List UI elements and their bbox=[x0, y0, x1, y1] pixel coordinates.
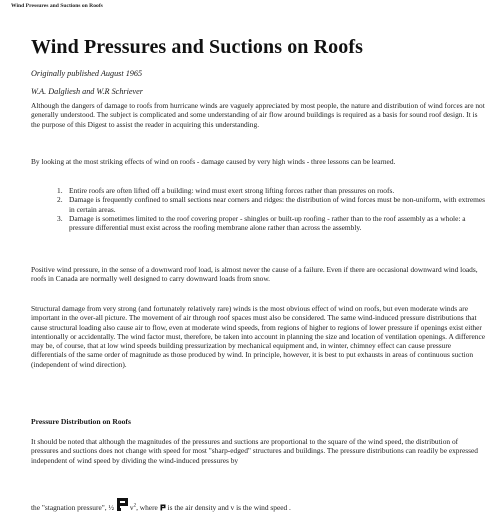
lesson-number: 3. bbox=[57, 213, 63, 223]
lesson-text: Damage is sometimes limited to the roof covering proper - shingles or built-up roofing - rather than to the roof assembly as a whole: a pressure differential must exist across the roofing membrane alone rather than across the assembly. bbox=[69, 213, 466, 233]
positive-pressure-paragraph: Positive wind pressure, in the sense of a downward roof load, is almost never the cause of a failure. Even if there are occasional downward wind loads, roofs in Canada are normally well designed to carry downward loads from snow. bbox=[31, 265, 478, 284]
lesson-text: Damage is frequently confined to small sections near corners and ridges: the distribution of wind forces must be non-uniform, with extremes in certain areas. bbox=[69, 195, 486, 214]
lessons-list bbox=[31, 186, 486, 232]
formula-tail: is the air density and v is the wind speed . bbox=[167, 503, 291, 512]
formula-mid: , where bbox=[136, 503, 158, 512]
publication-date: Originally published August 1965 bbox=[31, 69, 143, 78]
rho-symbol-icon bbox=[116, 497, 130, 512]
section-heading: Pressure Distribution on Roofs bbox=[31, 417, 131, 426]
lesson-item bbox=[31, 186, 486, 195]
rho-inline-icon bbox=[160, 504, 166, 511]
lesson-number: 2. bbox=[57, 195, 63, 205]
lesson-item bbox=[31, 195, 486, 214]
lesson-item bbox=[31, 214, 486, 233]
pressure-distribution-paragraph: It should be noted that although the magnitudes of the pressures and suctions are proportional to the square of the wind speed, the distribution of pressures and suctions does not change with speed for most "sharp-edged" structures and buildings. The pressure distributions can readily be expressed independent of wind speed by dividing the wind-induced pressures by bbox=[31, 437, 478, 465]
intro-paragraph: Although the dangers of damage to roofs from hurricane winds are vaguely appreciated by most people, the nature and distribution of wind forces are not generally understood. The subject is complicated and some understanding of air flow around buildings is required as a basis for sound roof design. It is the purpose of this Digest to assist the reader in acquiring this understanding. bbox=[31, 101, 485, 129]
page-title: Wind Pressures and Suctions on Roofs bbox=[31, 36, 364, 58]
lesson-text: Entire roofs are often lifted off a building: wind must exert strong lifting forces rather than pressures on roofs. bbox=[69, 186, 395, 195]
structural-damage-paragraph: Structural damage from very strong (and fortunately relatively rare) winds is the most obvious effect of wind on roofs, but even moderate winds are important in the over-all picture. The movement of air through roof spaces must also be considered. The same wind-induced pressure distributions that cause structural loading also cause air to flow, even at moderate wind speeds, from regions of higher to regions of lower pressure if openings exist either intentionally or accidentally. The wind factor must, therefore, be taken into account in planning the size and location of ventilation openings. A difference may be, of course, that at low wind speeds building pressurization by mechanical equipment and, in winter, chimney effect can cause pressure differentials of the same order of magnitude as those produced by wind. In principle, however, it is best to put exhausts in areas of continuous suction (independent of wind direction). bbox=[31, 304, 486, 369]
formula-lead: the "stagnation pressure", ½ bbox=[31, 503, 115, 512]
lessons-intro-paragraph: By looking at the most striking effects of wind on roofs - damage caused by very high winds - three lessons can be learned. bbox=[31, 157, 396, 166]
formula-exponent: 2 bbox=[133, 503, 137, 509]
lesson-number: 1. bbox=[57, 186, 63, 195]
running-header: Wind Pressures and Suctions on Roofs bbox=[11, 3, 103, 9]
formula-velocity: v bbox=[129, 503, 134, 512]
stagnation-pressure-formula bbox=[31, 497, 291, 512]
authors: W.A. Dalgliesh and W.R Schriever bbox=[31, 87, 143, 96]
